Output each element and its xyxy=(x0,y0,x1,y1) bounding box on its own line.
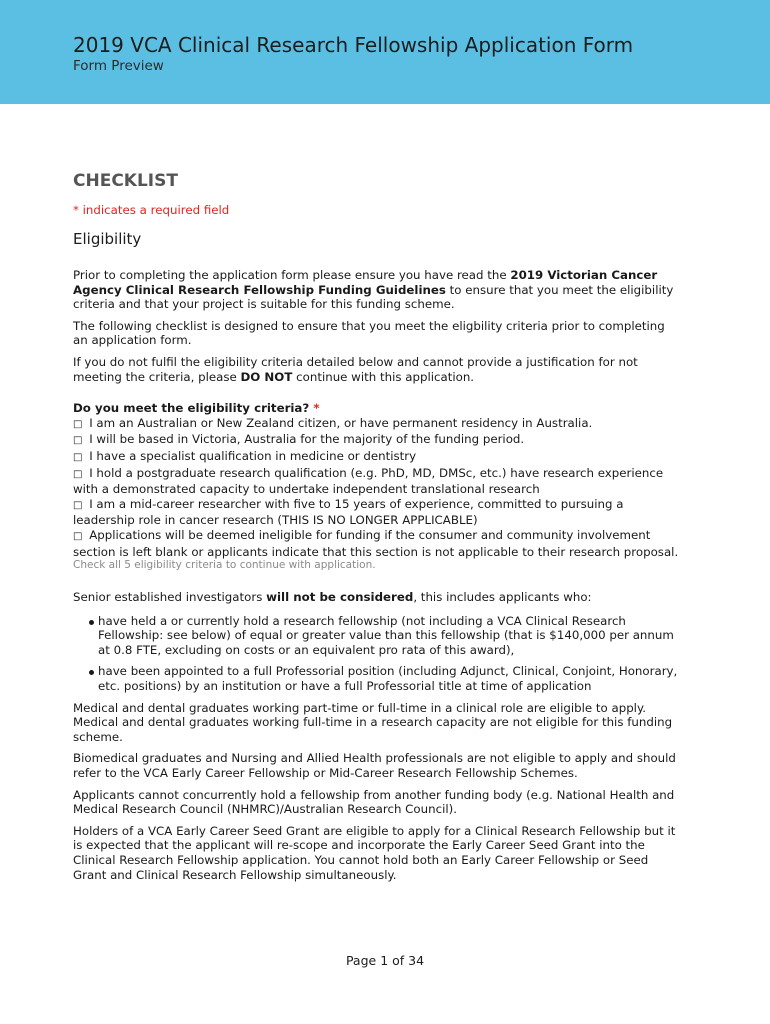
checkbox-icon[interactable]: □ xyxy=(73,468,83,480)
biomedical-graduates-paragraph: Biomedical graduates and Nursing and Allied Health professionals are not eligible to apply and should refer to the VCA Early Career Fellowship or Mid-Career Research Fellowship Schemes. xyxy=(73,751,676,781)
intro-paragraph-warning: If you do not fulfil the eligibility criteria detailed below and cannot provide a justification for not meeting the criteria, please DO NOT continue with this application. xyxy=(73,354,638,384)
exclusion-list xyxy=(73,614,681,694)
validation-hint: Check all 5 eligibility criteria to continue with application. xyxy=(73,559,376,572)
checkbox-icon[interactable]: □ xyxy=(73,451,83,463)
checkbox-icon[interactable]: □ xyxy=(73,418,83,430)
form-subtitle: Form Preview xyxy=(73,58,164,74)
eligibility-heading: Eligibility xyxy=(73,230,142,248)
list-item: have held a or currently hold a research fellowship (not including a VCA Clinical Research Fellowship: see below) of equal or greater value than this fellowship (that is $140,000 per annum at 0.8 FTE, excluding on costs or an equivalent pro rata of this award), xyxy=(98,614,681,658)
form-title: 2019 VCA Clinical Research Fellowship Application Form xyxy=(73,33,634,57)
required-asterisk: * xyxy=(313,401,320,416)
eligibility-option-victoria[interactable]: □ I will be based in Victoria, Australia for the majority of the funding period. xyxy=(73,432,525,447)
checkbox-icon[interactable]: □ xyxy=(73,530,83,542)
list-item: have been appointed to a full Professorial position (including Adjunct, Clinical, Conjoint, Honorary, etc. positions) by an institution or have a full Professorial title at time of application xyxy=(98,664,681,693)
seed-grant-holders-paragraph: Holders of a VCA Early Career Seed Grant are eligible to apply for a Clinical Research Fellowship but it is expected that the applicant will re-scope and incorporate the Early Career Seed Grant into the Clinical Research Fellowship application. You cannot hold both an Early Career Fellowship or Seed Grant and Clinical Research Fellowship simultaneously. xyxy=(73,823,676,882)
guidelines-title: 2019 Victorian Cancer Agency Clinical Research Fellowship Funding Guidelines xyxy=(73,268,658,297)
eligibility-option-postgraduate[interactable]: □ I hold a postgraduate research qualification (e.g. PhD, MD, DMSc, etc.) have research experience with a demonstrated capacity to undertake independent translational research xyxy=(73,465,664,497)
eligibility-option-specialist[interactable]: □ I have a specialist qualification in medicine or dentistry xyxy=(73,448,417,463)
checkbox-icon[interactable]: □ xyxy=(73,499,83,511)
medical-graduates-paragraph: Medical and dental graduates working part-time or full-time in a clinical role are eligible to apply. Medical and dental graduates working full-time in a research capacity are not eligible for this funding scheme. xyxy=(73,700,673,744)
intro-paragraph-checklist: The following checklist is designed to ensure that you meet the eligbility criteria prior to completing an application form. xyxy=(73,318,665,348)
concurrent-fellowship-paragraph: Applicants cannot concurrently hold a fellowship from another funding body (e.g. National Health and Medical Research Council (NHMRC)/Australian Research Council). xyxy=(73,787,675,817)
page-header xyxy=(0,0,770,104)
eligibility-checkbox-group xyxy=(73,416,681,559)
senior-investigators-paragraph: Senior established investigators will not be considered, this includes applicants who: xyxy=(73,590,592,605)
page-number: Page 1 of 34 xyxy=(345,953,425,968)
eligibility-option-mid-career[interactable]: □ I am a mid-career researcher with five to 15 years of experience, committed to pursuing a leadership role in cancer research (THIS IS NO LONGER APPLICABLE) xyxy=(73,496,624,528)
eligibility-question: Do you meet the eligibility criteria? * xyxy=(73,401,320,416)
eligibility-option-citizenship[interactable]: □ I am an Australian or New Zealand citizen, or have permanent residency in Australia. xyxy=(73,415,593,430)
intro-paragraph-guidelines: Prior to completing the application form please ensure you have read the 2019 Victorian Cancer Agency Clinical Research Fellowship Funding Guidelines to ensure that you meet the eligibility criteria and that your project is suitable for this funding scheme. xyxy=(73,268,674,312)
checklist-section xyxy=(73,171,681,882)
eligibility-option-consumer-involvement[interactable]: □ Applications will be deemed ineligible for funding if the consumer and community involvement section is left blank or applicants indicate that this section is not applicable to their research proposal. xyxy=(73,527,679,559)
checkbox-icon[interactable]: □ xyxy=(73,435,83,447)
section-title: CHECKLIST xyxy=(73,171,178,191)
required-field-note: * indicates a required field xyxy=(73,203,230,217)
bullet-icon xyxy=(89,620,94,625)
bullet-icon xyxy=(89,670,94,675)
